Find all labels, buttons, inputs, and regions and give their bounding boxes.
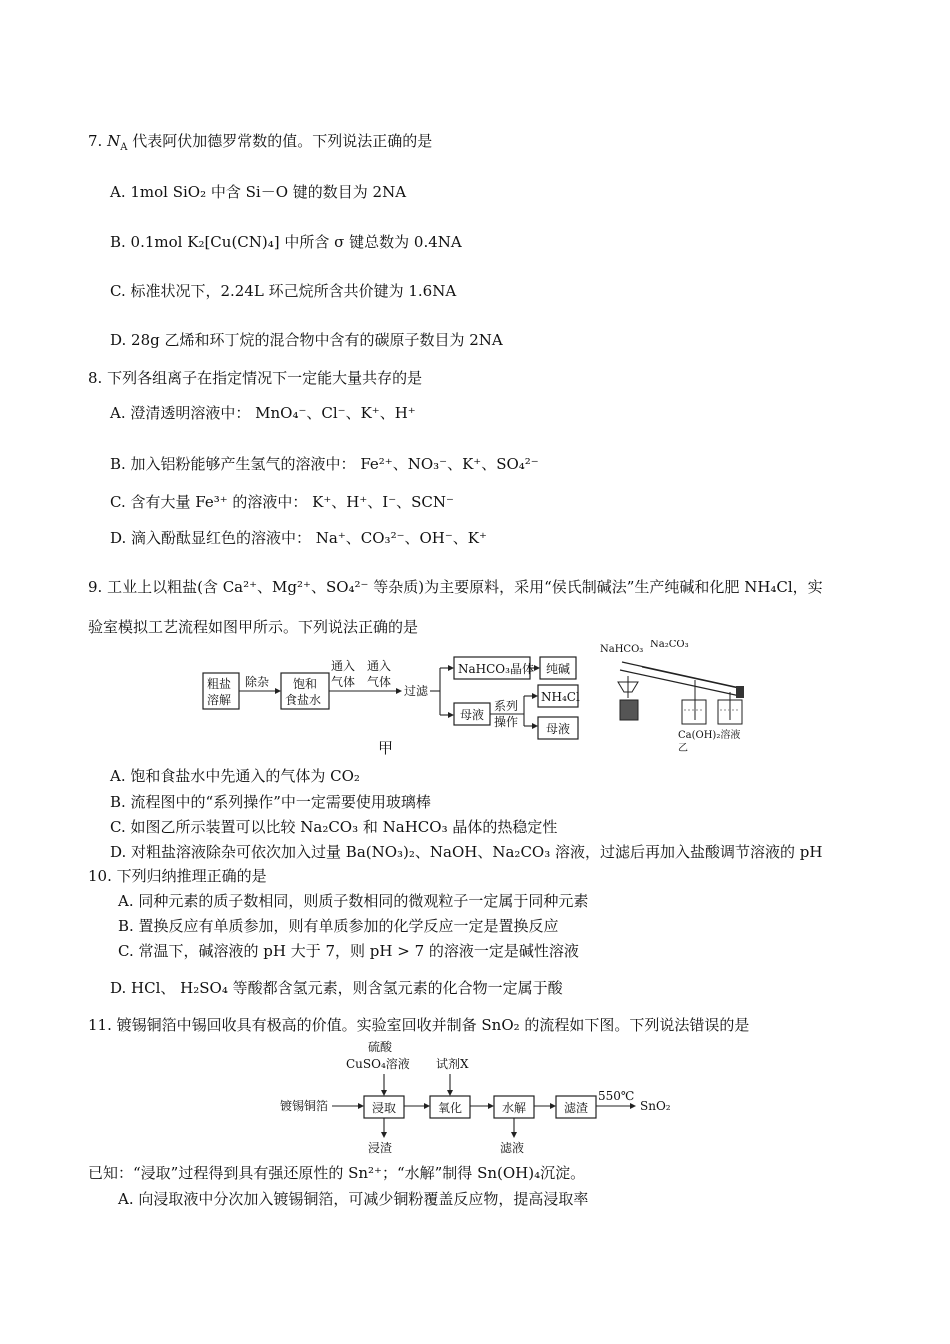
q11-reagent-x: 试剂X — [436, 1057, 469, 1071]
flow-step-gas2-line2: 气体 — [367, 675, 392, 689]
q11-option-a: A. 向浸取液中分次加入镀锡铜箔，可减少铜粉覆盖反应物，提高浸取率 — [118, 1190, 589, 1208]
flow-step-filter: 过滤 — [404, 684, 429, 698]
q10-option-b: B. 置换反应有单质参加，则有单质参加的化学反应一定是置换反应 — [118, 917, 559, 935]
q9-option-c: C. 如图乙所示装置可以比较 Na₂CO₃ 和 NaHCO₃ 晶体的热稳定性 — [110, 818, 558, 836]
q9-apparatus-yi — [600, 640, 775, 755]
q11-flowchart — [280, 1038, 690, 1160]
q7-stem-text: 代表阿伏加德罗常数的值。下列说法正确的是 — [132, 132, 433, 150]
flow-step-gas1-line1: 通入 — [331, 659, 356, 673]
q10-option-d: D. HCl、 H₂SO₄ 等酸都含氢元素，则含氢元素的化合物一定属于酸 — [110, 979, 563, 997]
apparatus-label-limewater: Ca(OH)₂溶液 — [678, 730, 741, 741]
q9-flowchart-jia — [200, 655, 600, 755]
q7-stem-number: 7. — [88, 132, 103, 150]
flow-box-nahco3-crystal-text: NaHCO₃晶体 — [458, 662, 534, 676]
apparatus-label-yi: 乙 — [678, 743, 688, 754]
q11-start-material: 镀锡铜箔 — [280, 1099, 329, 1113]
q11-product: SnO₂ — [640, 1099, 671, 1113]
q9-option-d: D. 对粗盐溶液除杂可依次加入过量 Ba(NO₃)₂、NaOH、Na₂CO₃ 溶液，过滤后再加入盐酸调节溶液的 pH — [110, 843, 823, 861]
q7-stem — [88, 131, 432, 158]
q8-option-d: D. 滴入酚酞显红色的溶液中： Na⁺、CO₃²⁻、OH⁻、K⁺ — [110, 529, 487, 547]
q9-diagram-label-jia: 甲 — [378, 739, 394, 757]
flow-box-mother-liquor-text: 母液 — [460, 708, 485, 722]
flow-box-mother-liquor-2-text: 母液 — [546, 722, 571, 736]
q11-reagent-cuso4: CuSO₄溶液 — [346, 1057, 410, 1071]
flow-step-series-line2: 操作 — [494, 715, 519, 729]
q9-option-b: B. 流程图中的“系列操作”中一定需要使用玻璃棒 — [110, 793, 431, 811]
q7-stem-subscript: A — [120, 142, 128, 153]
q7-option-d: D. 28g 乙烯和环丁烷的混合物中含有的碳原子数目为 2NA — [110, 331, 503, 349]
q11-box-hydrolysis-text: 水解 — [502, 1101, 527, 1115]
flow-box-crude-salt-line1: 粗盐 — [207, 677, 232, 691]
flow-box-soda-ash-text: 纯碱 — [546, 662, 571, 676]
q11-box-residue-text: 滤渣 — [564, 1101, 589, 1115]
q7-option-b: B. 0.1mol K₂[Cu(CN)₄] 中所含 σ 键总数为 0.4NA — [110, 233, 462, 251]
flow-box-nh4cl-text: NH₄Cl — [541, 690, 580, 704]
q11-out-leach-residue: 浸渣 — [368, 1141, 393, 1155]
q11-reagent-sulfuric-acid: 硫酸 — [368, 1040, 393, 1054]
q9-option-a: A. 饱和食盐水中先通入的气体为 CO₂ — [110, 767, 360, 785]
q8-option-c: C. 含有大量 Fe³⁺ 的溶液中： K⁺、H⁺、I⁻、SCN⁻ — [110, 493, 454, 511]
q7-option-a: A. 1mol SiO₂ 中含 Si－O 键的数目为 2NA — [110, 183, 407, 201]
apparatus-burner-stand — [618, 676, 638, 720]
q9-stem-line2: 验室模拟工艺流程如图甲所示。下列说法正确的是 — [88, 618, 419, 636]
flow-step-series-line1: 系列 — [494, 699, 519, 713]
q8-stem: 8. 下列各组离子在指定情况下一定能大量共存的是 — [88, 369, 423, 387]
q7-option-c: C. 标准状况下，2.24L 环己烷所含共价键为 1.6NA — [110, 282, 457, 300]
flow-box-brine-line1: 饱和 — [293, 677, 318, 691]
q7-stem-symbol: N — [107, 132, 121, 150]
flow-box-brine-line2: 食盐水 — [285, 693, 322, 707]
q8-option-b: B. 加入铝粉能够产生氢气的溶液中： Fe²⁺、NO₃⁻、K⁺、SO₄²⁻ — [110, 455, 539, 473]
q11-temperature: 550℃ — [598, 1089, 635, 1103]
flow-step-gas2-line1: 通入 — [367, 659, 392, 673]
flow-step-gas1-line2: 气体 — [331, 675, 356, 689]
q10-option-a: A. 同种元素的质子数相同，则质子数相同的微观粒子一定属于同种元素 — [118, 892, 589, 910]
q11-box-leach-text: 浸取 — [372, 1101, 397, 1115]
q11-box-oxidize-text: 氧化 — [438, 1101, 463, 1115]
q11-out-filtrate: 滤液 — [500, 1141, 525, 1155]
apparatus-test-tubes — [620, 662, 744, 698]
flow-step-remove-impurities: 除杂 — [245, 675, 270, 689]
q11-stem: 11. 镀锡铜箔中锡回收具有极高的价值。实验室回收并制备 SnO₂ 的流程如下图。下列说法错误的是 — [88, 1016, 750, 1034]
q9-stem-line1: 9. 工业上以粗盐(含 Ca²⁺、Mg²⁺、SO₄²⁻ 等杂质)为主要原料，采用“侯氏制碱法”生产纯碱和化肥 NH₄Cl，实 — [88, 578, 823, 596]
q11-note: 已知：“浸取”过程得到具有强还原性的 Sn²⁺；“水解”制得 Sn(OH)₄沉淀。 — [88, 1164, 586, 1182]
q10-option-c: C. 常温下，碱溶液的 pH 大于 7，则 pH > 7 的溶液一定是碱性溶液 — [118, 942, 579, 960]
apparatus-label-nahco3: NaHCO₃ — [600, 644, 644, 655]
q10-stem: 10. 下列归纳推理正确的是 — [88, 867, 267, 885]
q8-option-a: A. 澄清透明溶液中： MnO₄⁻、Cl⁻、K⁺、H⁺ — [110, 404, 416, 422]
apparatus-label-na2co3: Na₂CO₃ — [650, 640, 689, 650]
flow-box-crude-salt-line2: 溶解 — [207, 693, 232, 707]
